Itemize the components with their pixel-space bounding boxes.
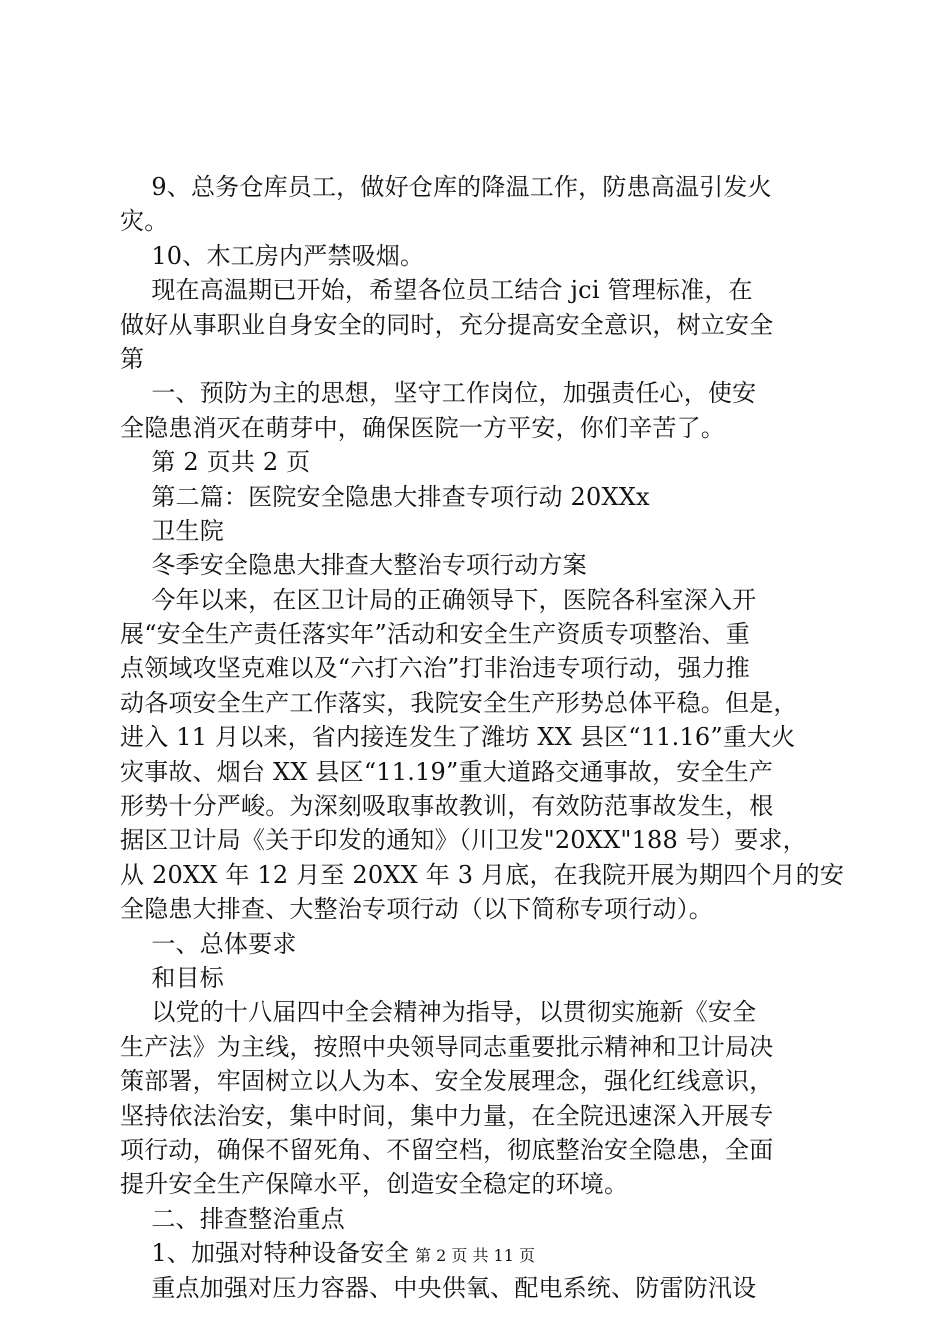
page-footer: 第 2 页 共 11 页: [415, 1246, 535, 1265]
text-line: 点领域攻坚克难以及“六打六治”打非治违专项行动，强力推: [120, 654, 750, 683]
text-line: 全隐患消灭在萌芽中，确保医院一方平安，你们辛苦了。: [120, 413, 725, 442]
text-line: 提升安全生产保障水平，创造安全稳定的环境。: [120, 1170, 629, 1199]
text-line: 第: [120, 344, 145, 373]
text-line: 冬季安全隐患大排查大整治专项行动方案: [120, 551, 587, 580]
text-line: 进入 11 月以来，省内接连发生了潍坊 XX 县区“11.16”重大火: [120, 723, 796, 752]
text-line: 动各项安全生产工作落实，我院安全生产形势总体平稳。但是，: [120, 688, 798, 717]
text-line: 9、总务仓库员工，做好仓库的降温工作，防患高温引发火: [120, 173, 772, 201]
text-line: 重点加强对压力容器、中央供氧、配电系统、防雷防汛设: [120, 1273, 757, 1302]
text-line: 从 20XX 年 12 月至 20XX 年 3 月底，在我院开展为期四个月的安: [120, 860, 845, 889]
text-line: 1、加强对特种设备安全: [120, 1239, 409, 1268]
text-line: 生产法》为主线，按照中央领导同志重要批示精神和卫计局决: [120, 1032, 774, 1061]
text-line: 卫生院: [120, 516, 224, 545]
text-line: 以党的十八届四中全会精神为指导，以贯彻实施新《安全: [120, 998, 757, 1027]
text-line: 和目标: [120, 963, 224, 992]
text-line: 灾事故、烟台 XX 县区“11.19”重大道路交通事故，安全生产: [120, 757, 774, 786]
text-line: 第二篇：医院安全隐患大排查专项行动 20XXx: [120, 482, 650, 511]
text-line: 形势十分严峻。为深刻吸取事故教训，有效防范事故发生，根: [120, 792, 774, 821]
text-line: 一、预防为主的思想，坚守工作岗位，加强责任心，使安: [120, 379, 757, 408]
document-body: [120, 170, 845, 1305]
text-line: 灾。: [120, 207, 169, 236]
text-line: 展“安全生产责任落实年”活动和安全生产资质专项整治、重: [120, 620, 750, 649]
text-line: 坚持依法治安，集中时间，集中力量，在全院迅速深入开展专: [120, 1101, 774, 1130]
text-line: 今年以来，在区卫计局的正确领导下，医院各科室深入开: [120, 585, 757, 614]
text-line: 项行动，确保不留死角、不留空档，彻底整治安全隐患，全面: [120, 1135, 774, 1164]
text-line: 做好从事职业自身安全的同时，充分提高安全意识，树立安全: [120, 310, 774, 339]
text-line: 全隐患大排查、大整治专项行动（以下简称专项行动）。: [120, 895, 713, 924]
text-line: 据区卫计局《关于印发的通知》（川卫发"20XX"188 号）要求，: [120, 826, 807, 855]
text-line: 一、总体要求: [120, 929, 297, 958]
text-line: 策部署，牢固树立以人为本、安全发展理念，强化红线意识，: [120, 1067, 774, 1096]
text-line: 现在高温期已开始，希望各位员工结合 jci 管理标准，在: [120, 276, 753, 305]
text-line: 10、木工房内严禁吸烟。: [120, 241, 425, 270]
text-line: 第 2 页共 2 页: [120, 448, 311, 477]
text-line: 二、排查整治重点: [120, 1204, 345, 1233]
